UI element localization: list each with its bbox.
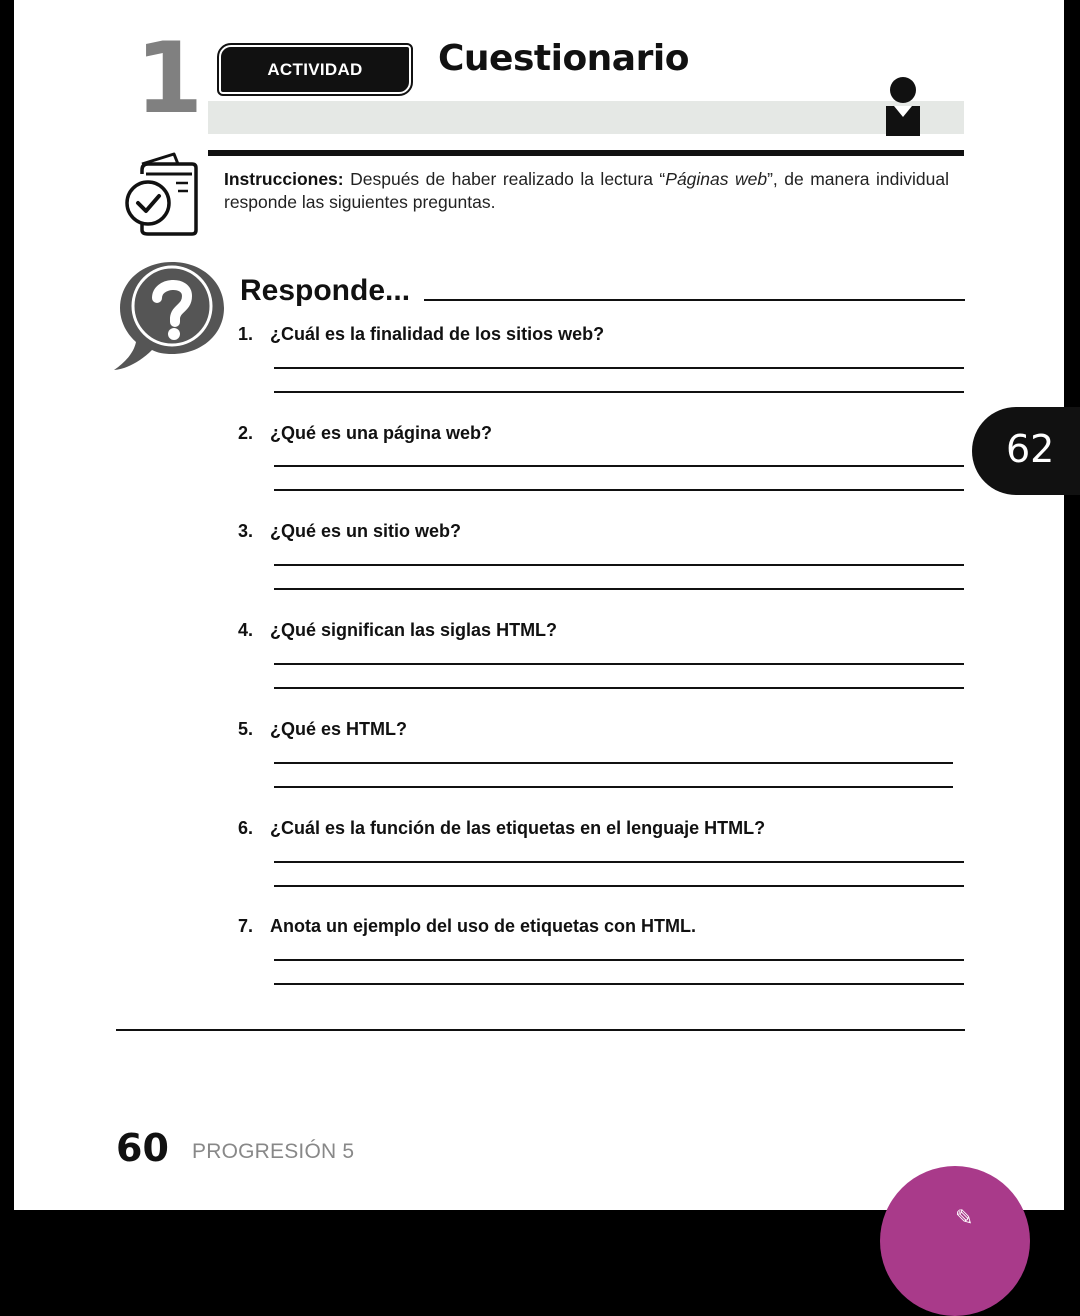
- pen-icon: ✎: [955, 1205, 974, 1230]
- question-1: [238, 324, 604, 345]
- responde-line: [424, 299, 965, 301]
- answer-line[interactable]: [274, 885, 964, 887]
- answer-line[interactable]: [274, 786, 953, 788]
- question-bubble-icon: [112, 258, 232, 378]
- notes-check-icon: [112, 146, 202, 243]
- question-text: ¿Qué es una página web?: [270, 423, 493, 443]
- answer-line[interactable]: [274, 489, 964, 491]
- question-number: 4.: [238, 620, 254, 640]
- answer-line[interactable]: [274, 861, 964, 863]
- page-title: Cuestionario: [438, 38, 689, 79]
- answer-line[interactable]: [274, 762, 953, 764]
- answer-line[interactable]: [274, 663, 964, 665]
- instructions-text: [224, 168, 949, 214]
- person-icon: [884, 77, 924, 142]
- question-5: [238, 719, 407, 740]
- question-6: [238, 818, 765, 839]
- page-number: 60: [116, 1126, 169, 1170]
- question-3: [238, 521, 461, 542]
- question-2: [238, 423, 492, 444]
- section-label: PROGRESIÓN 5: [192, 1140, 355, 1163]
- question-text: ¿Cuál es la función de las etiquetas en el lenguaje HTML?: [270, 818, 766, 838]
- instructions-body: Después de haber realizado la lectura “: [350, 169, 666, 189]
- page-indicator-number: 62: [1006, 427, 1055, 471]
- answer-line[interactable]: [274, 983, 964, 985]
- annotate-button[interactable]: [880, 1166, 1030, 1316]
- answer-line[interactable]: [274, 391, 964, 393]
- reading-title: Páginas web: [665, 169, 768, 189]
- answer-line[interactable]: [274, 959, 964, 961]
- question-4: [238, 620, 557, 641]
- question-7: [238, 916, 696, 937]
- bottom-divider: [116, 1029, 965, 1031]
- question-text: Anota un ejemplo del uso de etiquetas con HTML.: [270, 916, 697, 936]
- responde-heading: Responde...: [240, 274, 411, 307]
- instructions-label: Instrucciones:: [224, 169, 344, 189]
- question-number: 7.: [238, 916, 254, 936]
- question-text: ¿Qué significan las siglas HTML?: [270, 620, 558, 640]
- question-number: 3.: [238, 521, 254, 541]
- answer-line[interactable]: [274, 465, 964, 467]
- question-number: 1.: [238, 324, 254, 344]
- instructions-body-end: ”, de manera individual responde las siguientes preguntas.: [224, 169, 949, 212]
- question-text: ¿Qué es un sitio web?: [270, 521, 462, 541]
- question-number: 6.: [238, 818, 254, 838]
- header-divider: [208, 150, 964, 156]
- question-text: ¿Cuál es la finalidad de los sitios web?: [270, 324, 605, 344]
- activity-badge: ACTIVIDAD: [219, 45, 411, 94]
- question-number: 2.: [238, 423, 254, 443]
- answer-line[interactable]: [274, 564, 964, 566]
- question-number: 5.: [238, 719, 254, 739]
- question-text: ¿Qué es HTML?: [270, 719, 408, 739]
- header-band: [208, 101, 964, 134]
- activity-number: 1: [135, 22, 204, 136]
- answer-line[interactable]: [274, 687, 964, 689]
- answer-line[interactable]: [274, 588, 964, 590]
- answer-line[interactable]: [274, 367, 964, 369]
